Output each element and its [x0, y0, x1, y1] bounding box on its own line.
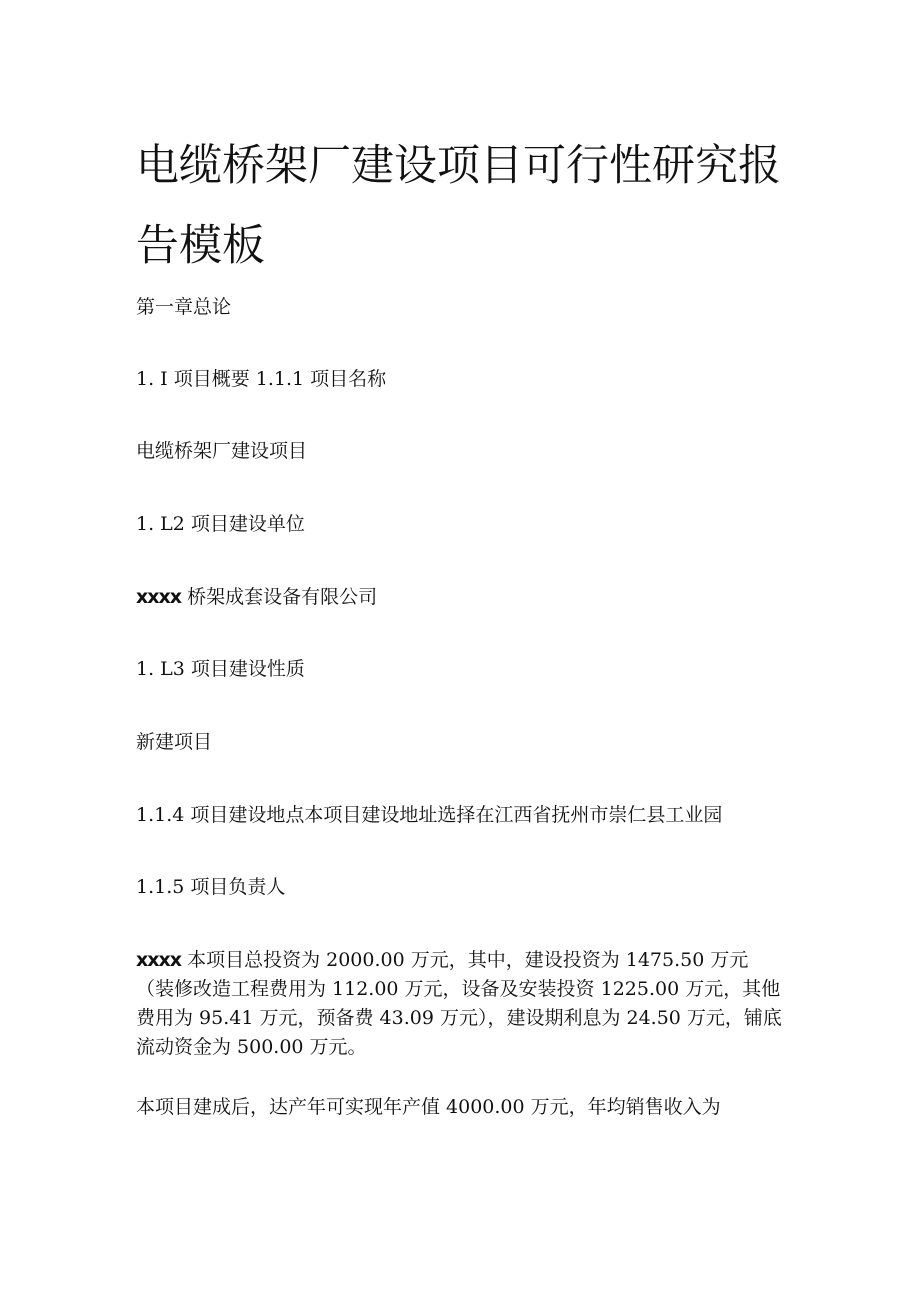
section-1-1-2-heading: 1. L2 项目建设单位	[136, 513, 305, 535]
investment-prefix: xxxx	[136, 949, 182, 971]
company-line	[136, 584, 377, 610]
section-1-1-5-heading: 1.1.5 项目负责人	[136, 876, 286, 898]
chapter-heading: 第一章总论	[136, 296, 232, 318]
company-name: 桥架成套设备有限公司	[181, 586, 378, 608]
section-1-1-4: 1.1.4 项目建设地点本项目建设地址选择在江西省抚州市崇仁县工业园	[136, 804, 723, 826]
investment-paragraph	[136, 946, 786, 1062]
output-paragraph: 本项目建成后，达产年可实现年产值 4000.00 万元，年均销售收入为	[136, 1096, 721, 1118]
document-title-line-1: 电缆桥架厂建设项目可行性研究报	[136, 141, 781, 191]
company-prefix: xxxx	[136, 586, 182, 608]
section-1-1-3-heading: 1. L3 项目建设性质	[136, 658, 305, 680]
document-title-line-2: 告模板	[136, 221, 265, 271]
section-1-1-heading: 1. I 项目概要 1.1.1 项目名称	[136, 368, 387, 390]
project-name: 电缆桥架厂建设项目	[136, 440, 308, 462]
project-nature: 新建项目	[136, 731, 213, 753]
investment-text: 本项目总投资为 2000.00 万元，其中，建设投资为 1475.50 万元（装修改造工程费用为 112.00 万元，设备及安装投资 1225.00 万元，其他费用为 95.41 万元，预备费 43.09 万元），建设期利息为 24.50 万元，铺底流动资金为 500.00 万元。	[136, 949, 782, 1058]
